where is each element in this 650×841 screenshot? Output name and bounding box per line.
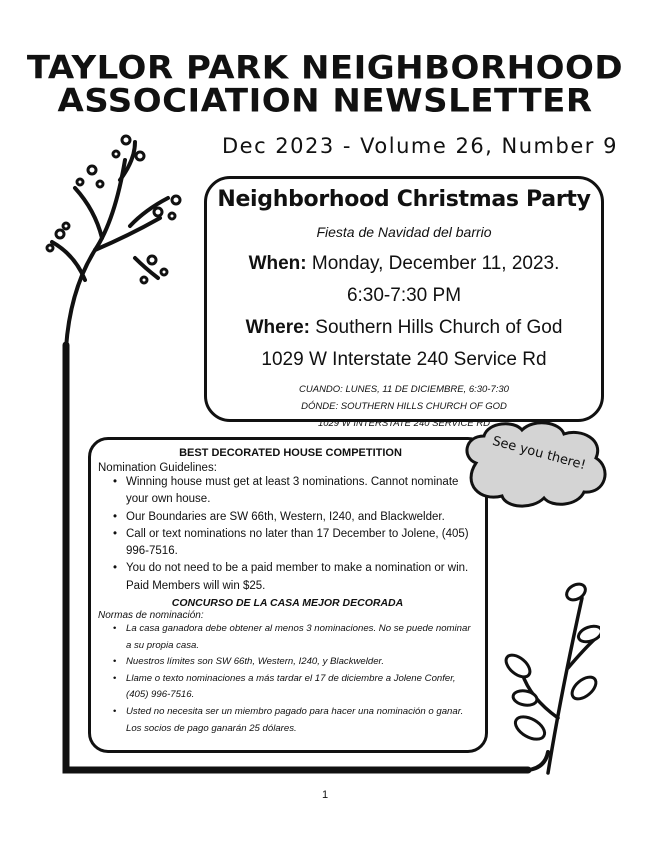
list-item: • Llame o texto nominaciones a más tardar el 17 de diciembre a Jolene Confer, (405) 996-7516.: [108, 671, 477, 704]
party-es-when: CUANDO: LUNES, 11 DE DICIEMBRE, 6:30-7:30: [299, 384, 509, 395]
list-item: • Usted no necesita ser un miembro pagado para hacer una nominación o ganar. Los socios de pago ganarán 25 dólares.: [108, 704, 477, 737]
party-where: [207, 317, 601, 339]
when-label: When:: [248, 253, 307, 274]
plant-right-illustration: [500, 578, 600, 778]
party-es-address: 1029 W INTERSTATE 240 SERVICE RD: [317, 418, 491, 429]
list-item: • Nuestros límites son SW 66th, Western, I240, y Blackwelder.: [108, 654, 477, 671]
guidelines-label: Nomination Guidelines:: [98, 462, 217, 474]
competition-title: BEST DECORATED HOUSE COMPETITION: [179, 447, 402, 459]
page-number: 1: [321, 789, 329, 801]
list-item: • Call or text nominations no later than 17 December to Jolene, (405) 996-7516.: [108, 526, 477, 561]
party-es-where: DÓNDE: SOUTHERN HILLS CHURCH OF GOD: [301, 401, 507, 412]
issue-info: Dec 2023 - Volume 26, Number 9: [222, 134, 618, 158]
party-title: Neighborhood Christmas Party: [217, 187, 591, 212]
newsletter-title: [0, 48, 650, 121]
list-item: • You do not need to be a paid member to make a nomination or win. Paid Members will win $25.: [108, 560, 477, 595]
party-address: 1029 W Interstate 240 Service Rd: [261, 349, 547, 370]
christmas-party-box: [204, 176, 604, 429]
list-item: • Winning house must get at least 3 nominations. Cannot nominate your own house.: [108, 474, 477, 509]
title-line-1: TAYLOR PARK NEIGHBORHOOD: [26, 48, 624, 87]
plant-left-illustration: [40, 130, 190, 360]
guidelines-label-es: Normas de nominación:: [98, 610, 204, 622]
title-line-2: ASSOCIATION NEWSLETTER: [57, 82, 593, 121]
competition-title-es: CONCURSO DE LA CASA MEJOR DECORADA: [171, 597, 404, 610]
list-item: • La casa ganadora debe obtener al menos 3 nominaciones. No se puede nominar a su propia casa.: [108, 621, 477, 654]
rules-list: [108, 474, 477, 595]
when-value: Monday, December 11, 2023.: [311, 253, 560, 274]
where-value: Southern Hills Church of God: [315, 317, 563, 338]
list-item: • Our Boundaries are SW 66th, Western, I240, and Blackwelder.: [108, 509, 477, 526]
rules-list-es: [108, 621, 477, 737]
see-you-there-text: See you there!: [490, 433, 588, 474]
party-when: [207, 253, 601, 275]
party-subtitle: Fiesta de Navidad del barrio: [316, 224, 492, 240]
where-label: Where:: [245, 317, 310, 338]
party-time: 6:30-7:30 PM: [346, 285, 462, 306]
house-competition-box: [88, 437, 488, 753]
